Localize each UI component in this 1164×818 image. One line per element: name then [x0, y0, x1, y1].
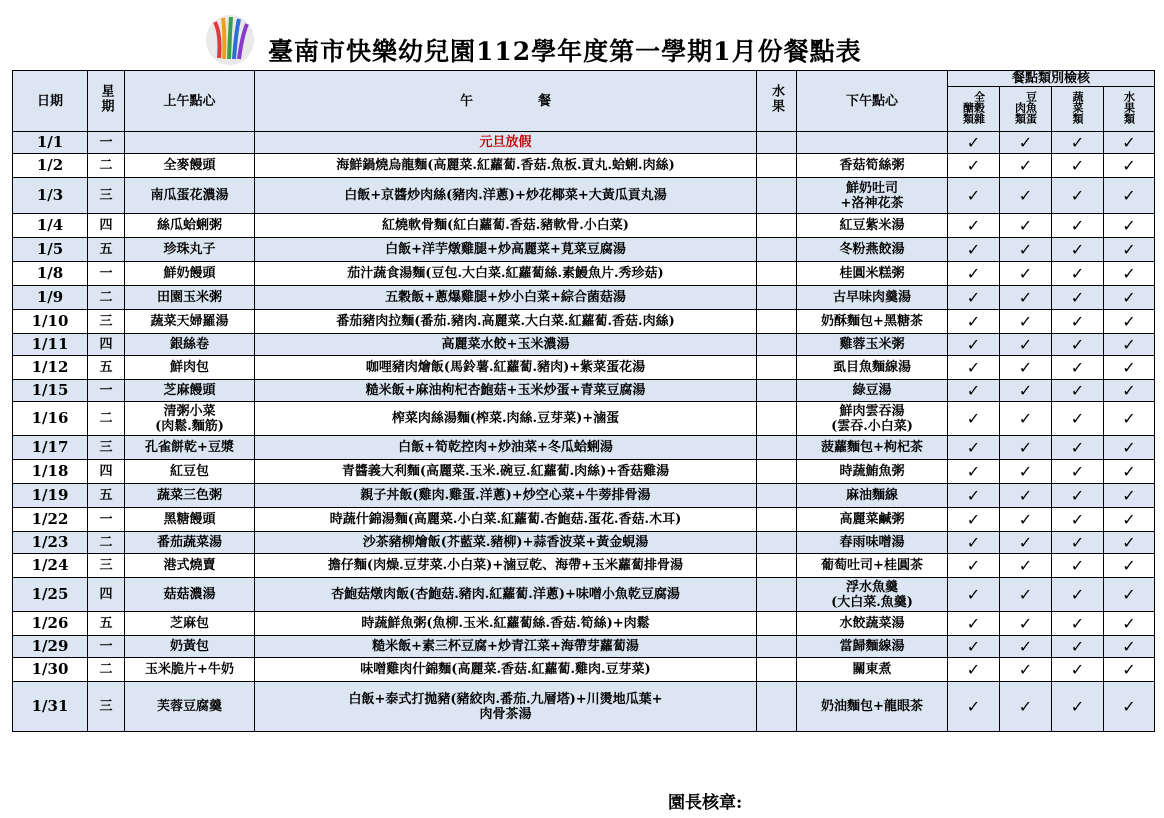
afternoon-snack-cell: 鮮奶吐司 +洛神花茶	[797, 178, 948, 214]
fruit-cell	[757, 334, 797, 356]
afternoon-snack-cell: 當歸麵線湯	[797, 636, 948, 658]
afternoon-snack-cell	[797, 132, 948, 154]
date-cell: 1/8	[13, 262, 88, 286]
weekday-cell: 一	[88, 132, 125, 154]
check-mark: ✓	[948, 532, 1000, 554]
afternoon-snack-header: 下午點心	[797, 71, 948, 132]
weekday-cell: 二	[88, 532, 125, 554]
weekday-cell: 四	[88, 460, 125, 484]
morning-snack-cell: 清粥小菜 (肉鬆.麵筋)	[125, 402, 255, 436]
table-row	[13, 402, 1155, 436]
check-mark: ✓	[1000, 436, 1052, 460]
morning-snack-cell: 南瓜蛋花濃湯	[125, 178, 255, 214]
table-row	[13, 132, 1155, 154]
fruit-cell	[757, 178, 797, 214]
fruit-cell	[757, 380, 797, 402]
check-mark: ✓	[1052, 238, 1104, 262]
afternoon-snack-cell: 綠豆湯	[797, 380, 948, 402]
check-mark: ✓	[1052, 658, 1104, 682]
morning-snack-cell	[125, 132, 255, 154]
afternoon-snack-cell: 冬粉燕餃湯	[797, 238, 948, 262]
check-mark: ✓	[948, 658, 1000, 682]
weekday-cell: 三	[88, 178, 125, 214]
check-mark: ✓	[1104, 484, 1155, 508]
afternoon-snack-cell: 奶油麵包+龍眼茶	[797, 682, 948, 732]
date-cell: 1/18	[13, 460, 88, 484]
lunch-cell: 五穀飯+蔥爆雞腿+炒小白菜+綜合菌菇湯	[255, 286, 757, 310]
table-row	[13, 262, 1155, 286]
check-mark: ✓	[948, 154, 1000, 178]
check-mark: ✓	[1104, 214, 1155, 238]
check-mark: ✓	[1104, 334, 1155, 356]
morning-snack-header: 上午點心	[125, 71, 255, 132]
lunch-cell: 白飯+泰式打拋豬(豬絞肉.番茄.九層塔)+川燙地瓜葉+ 肉骨茶湯	[255, 682, 757, 732]
table-row	[13, 554, 1155, 578]
date-cell: 1/22	[13, 508, 88, 532]
check-mark: ✓	[948, 554, 1000, 578]
table-row	[13, 380, 1155, 402]
date-cell: 1/30	[13, 658, 88, 682]
table-row	[13, 658, 1155, 682]
check-mark: ✓	[1000, 508, 1052, 532]
check-mark: ✓	[1052, 682, 1104, 732]
check-mark: ✓	[948, 356, 1000, 380]
check-mark: ✓	[1104, 612, 1155, 636]
protein-header: 肉類豆魚蛋	[1000, 87, 1052, 132]
weekday-cell: 三	[88, 682, 125, 732]
check-mark: ✓	[1052, 356, 1104, 380]
morning-snack-cell: 全麥饅頭	[125, 154, 255, 178]
lunch-header: 午 餐	[255, 71, 757, 132]
check-mark: ✓	[948, 612, 1000, 636]
table-row	[13, 484, 1155, 508]
fruit-cell	[757, 682, 797, 732]
menu-table	[12, 70, 1155, 732]
check-mark: ✓	[1000, 682, 1052, 732]
check-mark: ✓	[1052, 286, 1104, 310]
check-mark: ✓	[1104, 286, 1155, 310]
check-mark: ✓	[1000, 380, 1052, 402]
table-row	[13, 578, 1155, 612]
weekday-cell: 二	[88, 658, 125, 682]
lunch-cell: 榨菜肉絲湯麵(榨菜.肉絲.豆芽菜)+滷蛋	[255, 402, 757, 436]
fruit-cell	[757, 612, 797, 636]
vegetable-header: 蔬菜類	[1052, 87, 1104, 132]
morning-snack-cell: 鮮奶饅頭	[125, 262, 255, 286]
table-row	[13, 238, 1155, 262]
date-cell: 1/26	[13, 612, 88, 636]
check-mark: ✓	[1052, 132, 1104, 154]
morning-snack-cell: 蔬菜三色粥	[125, 484, 255, 508]
date-cell: 1/1	[13, 132, 88, 154]
check-mark: ✓	[1052, 436, 1104, 460]
weekday-cell: 一	[88, 262, 125, 286]
morning-snack-cell: 芝麻饅頭	[125, 380, 255, 402]
date-cell: 1/3	[13, 178, 88, 214]
check-mark: ✓	[948, 178, 1000, 214]
check-mark: ✓	[948, 214, 1000, 238]
lunch-cell: 青醬義大利麵(高麗菜.玉米.碗豆.紅蘿蔔.肉絲)+香菇雞湯	[255, 460, 757, 484]
fruit-cell	[757, 578, 797, 612]
check-group-header: 餐點類別檢核	[948, 71, 1155, 87]
check-mark: ✓	[1104, 636, 1155, 658]
check-mark: ✓	[1052, 532, 1104, 554]
check-mark: ✓	[1052, 460, 1104, 484]
table-row	[13, 532, 1155, 554]
check-mark: ✓	[1052, 554, 1104, 578]
weekday-cell: 一	[88, 636, 125, 658]
week-header: 星期	[88, 71, 125, 132]
check-mark: ✓	[1052, 380, 1104, 402]
check-mark: ✓	[1000, 532, 1052, 554]
check-mark: ✓	[1000, 484, 1052, 508]
fruit-cell	[757, 214, 797, 238]
morning-snack-cell: 芙蓉豆腐羹	[125, 682, 255, 732]
date-cell: 1/24	[13, 554, 88, 578]
afternoon-snack-cell: 奶酥麵包+黑糖茶	[797, 310, 948, 334]
afternoon-snack-cell: 關東煮	[797, 658, 948, 682]
lunch-cell: 糙米飯+麻油枸杞杏鮑菇+玉米炒蛋+青菜豆腐湯	[255, 380, 757, 402]
check-mark: ✓	[948, 682, 1000, 732]
afternoon-snack-cell: 麻油麵線	[797, 484, 948, 508]
morning-snack-cell: 蔬菜天婦羅湯	[125, 310, 255, 334]
morning-snack-cell: 黑糖饅頭	[125, 508, 255, 532]
check-mark: ✓	[1000, 238, 1052, 262]
fruit-cell	[757, 508, 797, 532]
check-mark: ✓	[1000, 214, 1052, 238]
check-mark: ✓	[1104, 310, 1155, 334]
check-mark: ✓	[1052, 178, 1104, 214]
table-row	[13, 214, 1155, 238]
check-mark: ✓	[1052, 262, 1104, 286]
afternoon-snack-cell: 葡萄吐司+桂圓茶	[797, 554, 948, 578]
lunch-cell: 紅燒軟骨麵(紅白蘿蔔.香菇.豬軟骨.小白菜)	[255, 214, 757, 238]
check-mark: ✓	[948, 238, 1000, 262]
check-mark: ✓	[1104, 238, 1155, 262]
check-mark: ✓	[1104, 460, 1155, 484]
check-mark: ✓	[1104, 402, 1155, 436]
table-row	[13, 460, 1155, 484]
school-logo	[205, 14, 255, 68]
fruit-cell	[757, 436, 797, 460]
afternoon-snack-cell: 紅豆紫米湯	[797, 214, 948, 238]
check-mark: ✓	[1104, 532, 1155, 554]
lunch-cell: 高麗菜水餃+玉米濃湯	[255, 334, 757, 356]
fruit-cell	[757, 238, 797, 262]
lunch-cell: 糙米飯+素三杯豆腐+炒青江菜+海帶芽蘿蔔湯	[255, 636, 757, 658]
principal-signature-label: 園長核章:	[668, 793, 743, 813]
morning-snack-cell: 珍珠丸子	[125, 238, 255, 262]
check-mark: ✓	[1000, 578, 1052, 612]
lunch-cell: 海鮮鍋燒烏龍麵(高麗菜.紅蘿蔔.香菇.魚板.貢丸.蛤蜊.肉絲)	[255, 154, 757, 178]
check-mark: ✓	[1000, 460, 1052, 484]
check-mark: ✓	[948, 132, 1000, 154]
afternoon-snack-cell: 春雨味噌湯	[797, 532, 948, 554]
grain-header: 醣類全穀雜	[948, 87, 1000, 132]
afternoon-snack-cell: 虱目魚麵線湯	[797, 356, 948, 380]
check-mark: ✓	[948, 578, 1000, 612]
afternoon-snack-cell: 古早味肉羹湯	[797, 286, 948, 310]
afternoon-snack-cell: 水餃蔬菜湯	[797, 612, 948, 636]
fruit-cell	[757, 402, 797, 436]
lunch-cell: 咖哩豬肉燴飯(馬鈴薯.紅蘿蔔.豬肉)+紫菜蛋花湯	[255, 356, 757, 380]
table-row	[13, 636, 1155, 658]
check-mark: ✓	[948, 286, 1000, 310]
lunch-cell: 時蔬什錦湯麵(高麗菜.小白菜.紅蘿蔔.杏鮑菇.蛋花.香菇.木耳)	[255, 508, 757, 532]
lunch-cell: 杏鮑菇燉肉飯(杏鮑菇.豬肉.紅蘿蔔.洋蔥)+味噌小魚乾豆腐湯	[255, 578, 757, 612]
check-mark: ✓	[1000, 402, 1052, 436]
check-mark: ✓	[1104, 178, 1155, 214]
weekday-cell: 二	[88, 154, 125, 178]
check-mark: ✓	[1052, 636, 1104, 658]
check-mark: ✓	[1000, 286, 1052, 310]
check-mark: ✓	[1104, 132, 1155, 154]
check-mark: ✓	[1000, 554, 1052, 578]
lunch-cell: 擔仔麵(肉燥.豆芽菜.小白菜)+滷豆乾、海帶+玉米蘿蔔排骨湯	[255, 554, 757, 578]
lunch-cell: 白飯+洋芋燉雞腿+炒高麗菜+莧菜豆腐湯	[255, 238, 757, 262]
fruit-cell	[757, 310, 797, 334]
morning-snack-cell: 紅豆包	[125, 460, 255, 484]
morning-snack-cell: 奶黃包	[125, 636, 255, 658]
weekday-cell: 五	[88, 356, 125, 380]
table-row	[13, 334, 1155, 356]
lunch-cell: 茄汁蔬食湯麵(豆包.大白菜.紅蘿蔔絲.素鰻魚片.秀珍菇)	[255, 262, 757, 286]
check-mark: ✓	[1104, 578, 1155, 612]
afternoon-snack-cell: 桂圓米糕粥	[797, 262, 948, 286]
lunch-cell: 時蔬鮮魚粥(魚柳.玉米.紅蘿蔔絲.香菇.筍絲)+肉鬆	[255, 612, 757, 636]
table-row	[13, 356, 1155, 380]
date-cell: 1/15	[13, 380, 88, 402]
check-mark: ✓	[948, 484, 1000, 508]
lunch-cell: 白飯+京醬炒肉絲(豬肉.洋蔥)+炒花椰菜+大黃瓜貢丸湯	[255, 178, 757, 214]
lunch-cell: 沙茶豬柳燴飯(芥藍菜.豬柳)+蒜香波菜+黃金蜆湯	[255, 532, 757, 554]
morning-snack-cell: 絲瓜蛤蜊粥	[125, 214, 255, 238]
check-mark: ✓	[1052, 402, 1104, 436]
afternoon-snack-cell: 雞蓉玉米粥	[797, 334, 948, 356]
date-cell: 1/5	[13, 238, 88, 262]
date-header: 日期	[13, 71, 88, 132]
weekday-cell: 一	[88, 380, 125, 402]
check-mark: ✓	[1052, 612, 1104, 636]
table-row	[13, 682, 1155, 732]
check-mark: ✓	[1104, 154, 1155, 178]
morning-snack-cell: 番茄蔬菜湯	[125, 532, 255, 554]
fruit-cell	[757, 484, 797, 508]
table-row	[13, 436, 1155, 460]
table-row	[13, 310, 1155, 334]
date-cell: 1/17	[13, 436, 88, 460]
date-cell: 1/25	[13, 578, 88, 612]
check-mark: ✓	[1000, 262, 1052, 286]
check-mark: ✓	[1104, 682, 1155, 732]
fruit-cell	[757, 460, 797, 484]
fruit-header: 水果	[757, 71, 797, 132]
date-cell: 1/10	[13, 310, 88, 334]
afternoon-snack-cell: 菠蘿麵包+枸杞茶	[797, 436, 948, 460]
morning-snack-cell: 銀絲卷	[125, 334, 255, 356]
date-cell: 1/19	[13, 484, 88, 508]
lunch-cell: 元旦放假	[255, 132, 757, 154]
morning-snack-cell: 芝麻包	[125, 612, 255, 636]
check-mark: ✓	[1052, 484, 1104, 508]
table-row	[13, 508, 1155, 532]
afternoon-snack-cell: 香菇筍絲粥	[797, 154, 948, 178]
check-mark: ✓	[1000, 154, 1052, 178]
fruit-check-header: 水果類	[1104, 87, 1155, 132]
check-mark: ✓	[948, 636, 1000, 658]
morning-snack-cell: 港式燒賣	[125, 554, 255, 578]
check-mark: ✓	[948, 262, 1000, 286]
fruit-cell	[757, 658, 797, 682]
check-mark: ✓	[948, 402, 1000, 436]
lunch-cell: 白飯+筍乾控肉+炒油菜+冬瓜蛤蜊湯	[255, 436, 757, 460]
check-mark: ✓	[1052, 334, 1104, 356]
check-mark: ✓	[948, 310, 1000, 334]
weekday-cell: 五	[88, 612, 125, 636]
afternoon-snack-cell: 時蔬鮪魚粥	[797, 460, 948, 484]
weekday-cell: 五	[88, 238, 125, 262]
date-cell: 1/2	[13, 154, 88, 178]
weekday-cell: 五	[88, 484, 125, 508]
morning-snack-cell: 孔雀餅乾+豆漿	[125, 436, 255, 460]
check-mark: ✓	[1052, 508, 1104, 532]
weekday-cell: 四	[88, 578, 125, 612]
check-mark: ✓	[1104, 436, 1155, 460]
check-mark: ✓	[1052, 154, 1104, 178]
morning-snack-cell: 鮮肉包	[125, 356, 255, 380]
fruit-cell	[757, 356, 797, 380]
fruit-cell	[757, 154, 797, 178]
afternoon-snack-cell: 高麗菜鹹粥	[797, 508, 948, 532]
morning-snack-cell: 田園玉米粥	[125, 286, 255, 310]
date-cell: 1/9	[13, 286, 88, 310]
check-mark: ✓	[1000, 612, 1052, 636]
table-row	[13, 612, 1155, 636]
weekday-cell: 四	[88, 214, 125, 238]
morning-snack-cell: 玉米脆片+牛奶	[125, 658, 255, 682]
check-mark: ✓	[948, 460, 1000, 484]
table-row	[13, 154, 1155, 178]
date-cell: 1/4	[13, 214, 88, 238]
check-mark: ✓	[1104, 554, 1155, 578]
date-cell: 1/29	[13, 636, 88, 658]
check-mark: ✓	[1000, 658, 1052, 682]
weekday-cell: 二	[88, 286, 125, 310]
weekday-cell: 二	[88, 402, 125, 436]
weekday-cell: 三	[88, 554, 125, 578]
fruit-cell	[757, 636, 797, 658]
check-mark: ✓	[1000, 132, 1052, 154]
lunch-cell: 親子丼飯(雞肉.雞蛋.洋蔥)+炒空心菜+牛蒡排骨湯	[255, 484, 757, 508]
afternoon-snack-cell: 鮮肉雲吞湯 (雲吞.小白菜)	[797, 402, 948, 436]
date-cell: 1/31	[13, 682, 88, 732]
page-title: 臺南市快樂幼兒園112學年度第一學期1月份餐點表	[268, 37, 862, 66]
date-cell: 1/11	[13, 334, 88, 356]
check-mark: ✓	[1000, 178, 1052, 214]
date-cell: 1/16	[13, 402, 88, 436]
check-mark: ✓	[948, 334, 1000, 356]
check-mark: ✓	[1104, 658, 1155, 682]
fruit-cell	[757, 554, 797, 578]
weekday-cell: 三	[88, 436, 125, 460]
weekday-cell: 一	[88, 508, 125, 532]
lunch-cell: 番茄豬肉拉麵(番茄.豬肉.高麗菜.大白菜.紅蘿蔔.香菇.肉絲)	[255, 310, 757, 334]
check-mark: ✓	[1000, 310, 1052, 334]
weekday-cell: 四	[88, 334, 125, 356]
check-mark: ✓	[1104, 380, 1155, 402]
weekday-cell: 三	[88, 310, 125, 334]
check-mark: ✓	[1052, 214, 1104, 238]
check-mark: ✓	[948, 508, 1000, 532]
check-mark: ✓	[1104, 356, 1155, 380]
check-mark: ✓	[1000, 356, 1052, 380]
table-row	[13, 178, 1155, 214]
check-mark: ✓	[1000, 334, 1052, 356]
check-mark: ✓	[948, 436, 1000, 460]
check-mark: ✓	[1052, 310, 1104, 334]
fruit-cell	[757, 286, 797, 310]
date-cell: 1/23	[13, 532, 88, 554]
check-mark: ✓	[1052, 578, 1104, 612]
table-row	[13, 286, 1155, 310]
fruit-cell	[757, 132, 797, 154]
morning-snack-cell: 菇菇濃湯	[125, 578, 255, 612]
date-cell: 1/12	[13, 356, 88, 380]
fruit-cell	[757, 532, 797, 554]
check-mark: ✓	[948, 380, 1000, 402]
afternoon-snack-cell: 浮水魚羹 (大白菜.魚羹)	[797, 578, 948, 612]
lunch-cell: 味噌雞肉什錦麵(高麗菜.香菇.紅蘿蔔.雞肉.豆芽菜)	[255, 658, 757, 682]
check-mark: ✓	[1104, 508, 1155, 532]
check-mark: ✓	[1000, 636, 1052, 658]
fruit-cell	[757, 262, 797, 286]
check-mark: ✓	[1104, 262, 1155, 286]
